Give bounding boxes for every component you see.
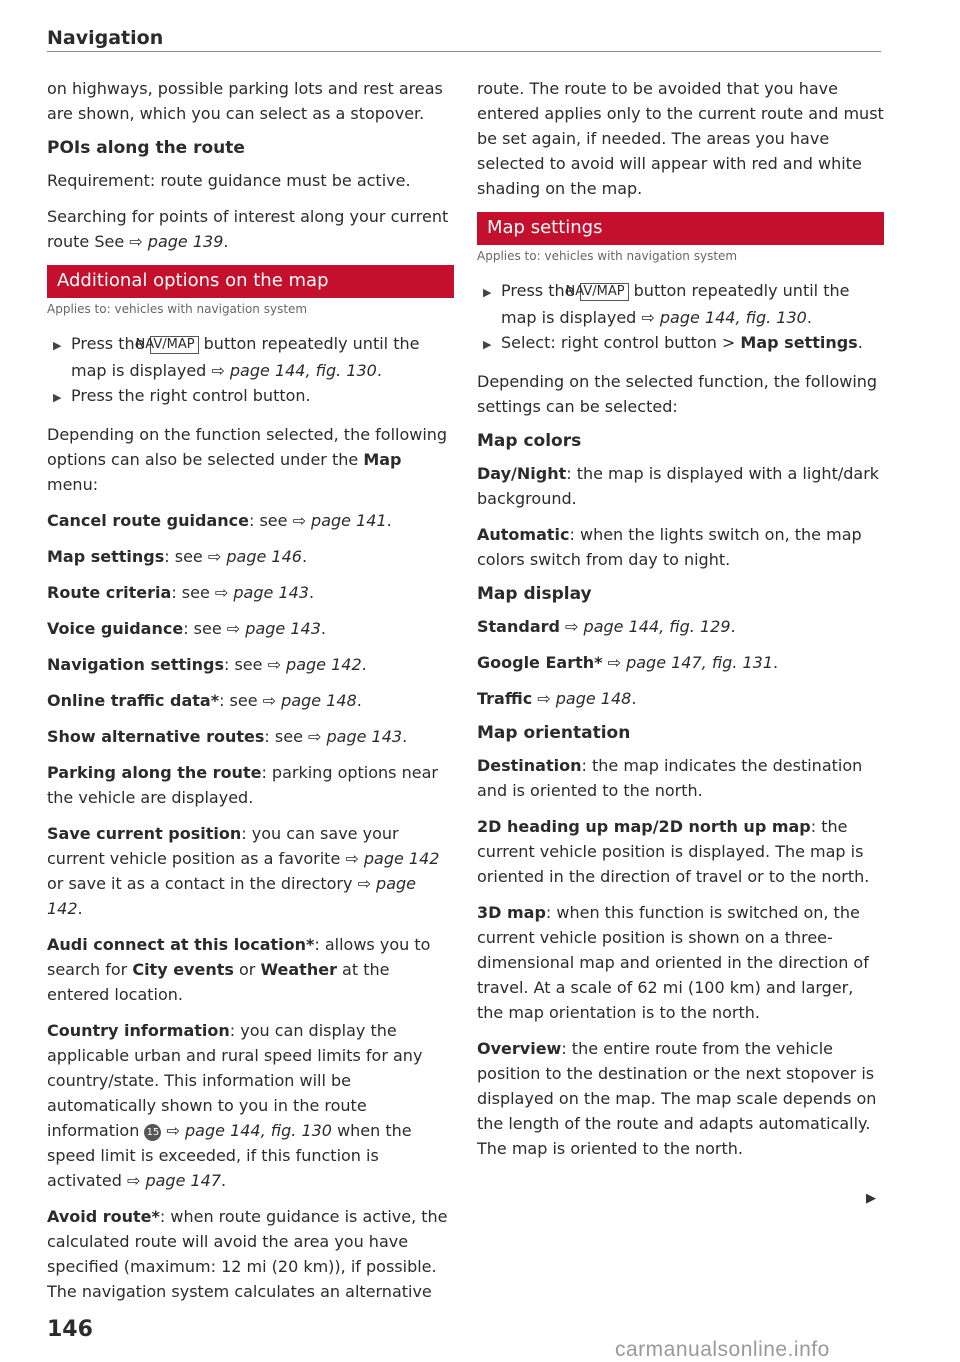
page-ref-link[interactable]: ⇨ page 141 [292, 511, 387, 530]
step-item: ▶ Select: right control button > Map settings. [477, 330, 884, 357]
intro-paragraph: on highways, possible parking lots and rest areas are shown, which you can select as a stopover. [47, 79, 443, 123]
page-ref-link[interactable]: ⇨ page 146 [207, 547, 302, 566]
step-arrow-icon: ▶ [483, 338, 492, 351]
option-item: Online traffic data*: see ⇨ page 148. [47, 691, 362, 710]
map-settings-banner: Map settings [477, 212, 884, 245]
step-arrow-icon: ▶ [483, 286, 492, 299]
page-ref-link[interactable]: ⇨ page 144, fig. 130 [211, 361, 377, 380]
watermark: carmanualsonline.info [615, 1338, 830, 1361]
options-banner: Additional options on the map [47, 265, 454, 298]
pois-heading: POIs along the route [47, 138, 245, 158]
section-header: Navigation [47, 27, 164, 49]
google-earth-item: Google Earth* ⇨ page 147, fig. 131. [477, 653, 779, 672]
map-display-heading: Map display [477, 584, 592, 604]
option-item: Map settings: see ⇨ page 146. [47, 547, 308, 566]
header-rule [47, 51, 881, 52]
continue-arrow-icon: ▶ [866, 1191, 876, 1206]
traffic-item: Traffic ⇨ page 148. [477, 689, 637, 708]
pois-paragraph: Searching for points of interest along your current route See ⇨ page 139. [47, 207, 449, 251]
options-steps [47, 331, 454, 410]
page-ref-link[interactable]: ⇨ page 144, fig. 130 [641, 308, 807, 327]
page-ref-link[interactable]: ⇨ page 139 [129, 232, 224, 251]
nav-map-key: NAV/MAP [150, 336, 199, 354]
page-ref-link[interactable]: ⇨ page 147 [126, 1171, 222, 1190]
daynight-item: Day/Night: the map is displayed with a light/dark background. [477, 464, 880, 508]
applies-note: Applies to: vehicles with navigation system [477, 249, 738, 263]
page-ref-link[interactable]: ⇨ page 143 [226, 619, 321, 638]
page-ref-link[interactable]: ⇨ page 143 [308, 727, 403, 746]
heading-up-item: 2D heading up map/2D north up map: the current vehicle position is displayed. The map is oriented in the direction of travel or to the north. [477, 817, 870, 886]
page-number: 146 [47, 1317, 93, 1342]
depending-paragraph: Depending on the function selected, the following options can also be selected under the Map menu: [47, 425, 448, 494]
page-ref-link[interactable]: ⇨ page 148 [262, 691, 357, 710]
pois-requirement: Requirement: route guidance must be active. [47, 171, 411, 190]
option-item: Show alternative routes: see ⇨ page 143. [47, 727, 408, 746]
avoid-route-item: Avoid route*: when route guidance is active, the calculated route will avoid the area you have specified (maximum: 12 mi (20 km)), if possible. The navigation system calculates an alternative [47, 1207, 448, 1301]
callout-number-icon: 15 [144, 1124, 161, 1141]
page-ref-link[interactable]: ⇨ page 144, fig. 130 [166, 1121, 332, 1140]
country-info-item: Country information: you can display the applicable urban and rural speed limits for any country/state. This information will be automatically shown to you in the route information 15 ⇨ page 144, fig. 130 when the speed limit is exceeded, if this function is activated ⇨ page 147. [47, 1021, 423, 1190]
parking-item: Parking along the route: parking options near the vehicle are displayed. [47, 763, 438, 807]
map-orientation-heading: Map orientation [477, 723, 631, 743]
applies-note: Applies to: vehicles with navigation system [47, 302, 308, 316]
page-ref-link[interactable]: ⇨ page 142 [47, 874, 417, 918]
step-arrow-icon: ▶ [53, 339, 62, 352]
map-colors-heading: Map colors [477, 431, 582, 451]
avoid-route-continued: route. The route to be avoided that you have entered applies only to the current route and must be set again, if needed. The areas you have selected to avoid will appear with red and white shading on the map. [477, 79, 884, 198]
option-item: Route criteria: see ⇨ page 143. [47, 583, 315, 602]
destination-item: Destination: the map indicates the destination and is oriented to the north. [477, 756, 863, 800]
step-item: ▶ Press the NAV/MAP button repeatedly until the map is displayed ⇨ page 144, fig. 130. [483, 281, 850, 327]
nav-map-key: NAV/MAP [580, 283, 629, 301]
step-item: ▶ Press the right control button. [47, 383, 454, 410]
page-ref-link[interactable]: ⇨ page 142 [267, 655, 362, 674]
page-ref-link[interactable]: ⇨ page 148 [532, 689, 632, 708]
left-column [47, 76, 454, 1315]
page-ref-link[interactable]: ⇨ page 142 [345, 849, 440, 868]
page-ref-link[interactable]: ⇨ page 147, fig. 131 [602, 653, 774, 672]
map-3d-item: 3D map: when this function is switched on, the current vehicle position is shown on a three-dimensional map and oriented in the direction of travel. At a scale of 62 mi (100 km) and larger, the map orientation is to the north. [477, 903, 869, 1022]
settings-steps [477, 278, 884, 357]
page-ref-link[interactable]: ⇨ page 144, fig. 129 [559, 617, 731, 636]
automatic-item: Automatic: when the lights switch on, the map colors switch from day to night. [477, 525, 862, 569]
option-item: Cancel route guidance: see ⇨ page 141. [47, 511, 392, 530]
save-position-item: Save current position: you can save your current vehicle position as a favorite ⇨ page 142 or save it as a contact in the directory ⇨ page 142. [47, 824, 440, 918]
standard-item: Standard ⇨ page 144, fig. 129. [477, 617, 736, 636]
step-item: ▶ Press the NAV/MAP button repeatedly until the map is displayed ⇨ page 144, fig. 130. [53, 334, 420, 380]
step-arrow-icon: ▶ [53, 391, 62, 404]
option-item: Navigation settings: see ⇨ page 142. [47, 655, 367, 674]
page-ref-link[interactable]: ⇨ page 143 [214, 583, 309, 602]
right-column [477, 76, 884, 1172]
overview-item: Overview: the entire route from the vehicle position to the destination or the next stopover is displayed on the map. The map scale depends on the length of the route and adapts automatically. The map is oriented to the north. [477, 1039, 877, 1158]
option-item: Voice guidance: see ⇨ page 143. [47, 619, 326, 638]
audi-connect-item: Audi connect at this location*: allows you to search for City events or Weather at the entered location. [47, 935, 431, 1004]
settings-depending: Depending on the selected function, the following settings can be selected: [477, 372, 878, 416]
